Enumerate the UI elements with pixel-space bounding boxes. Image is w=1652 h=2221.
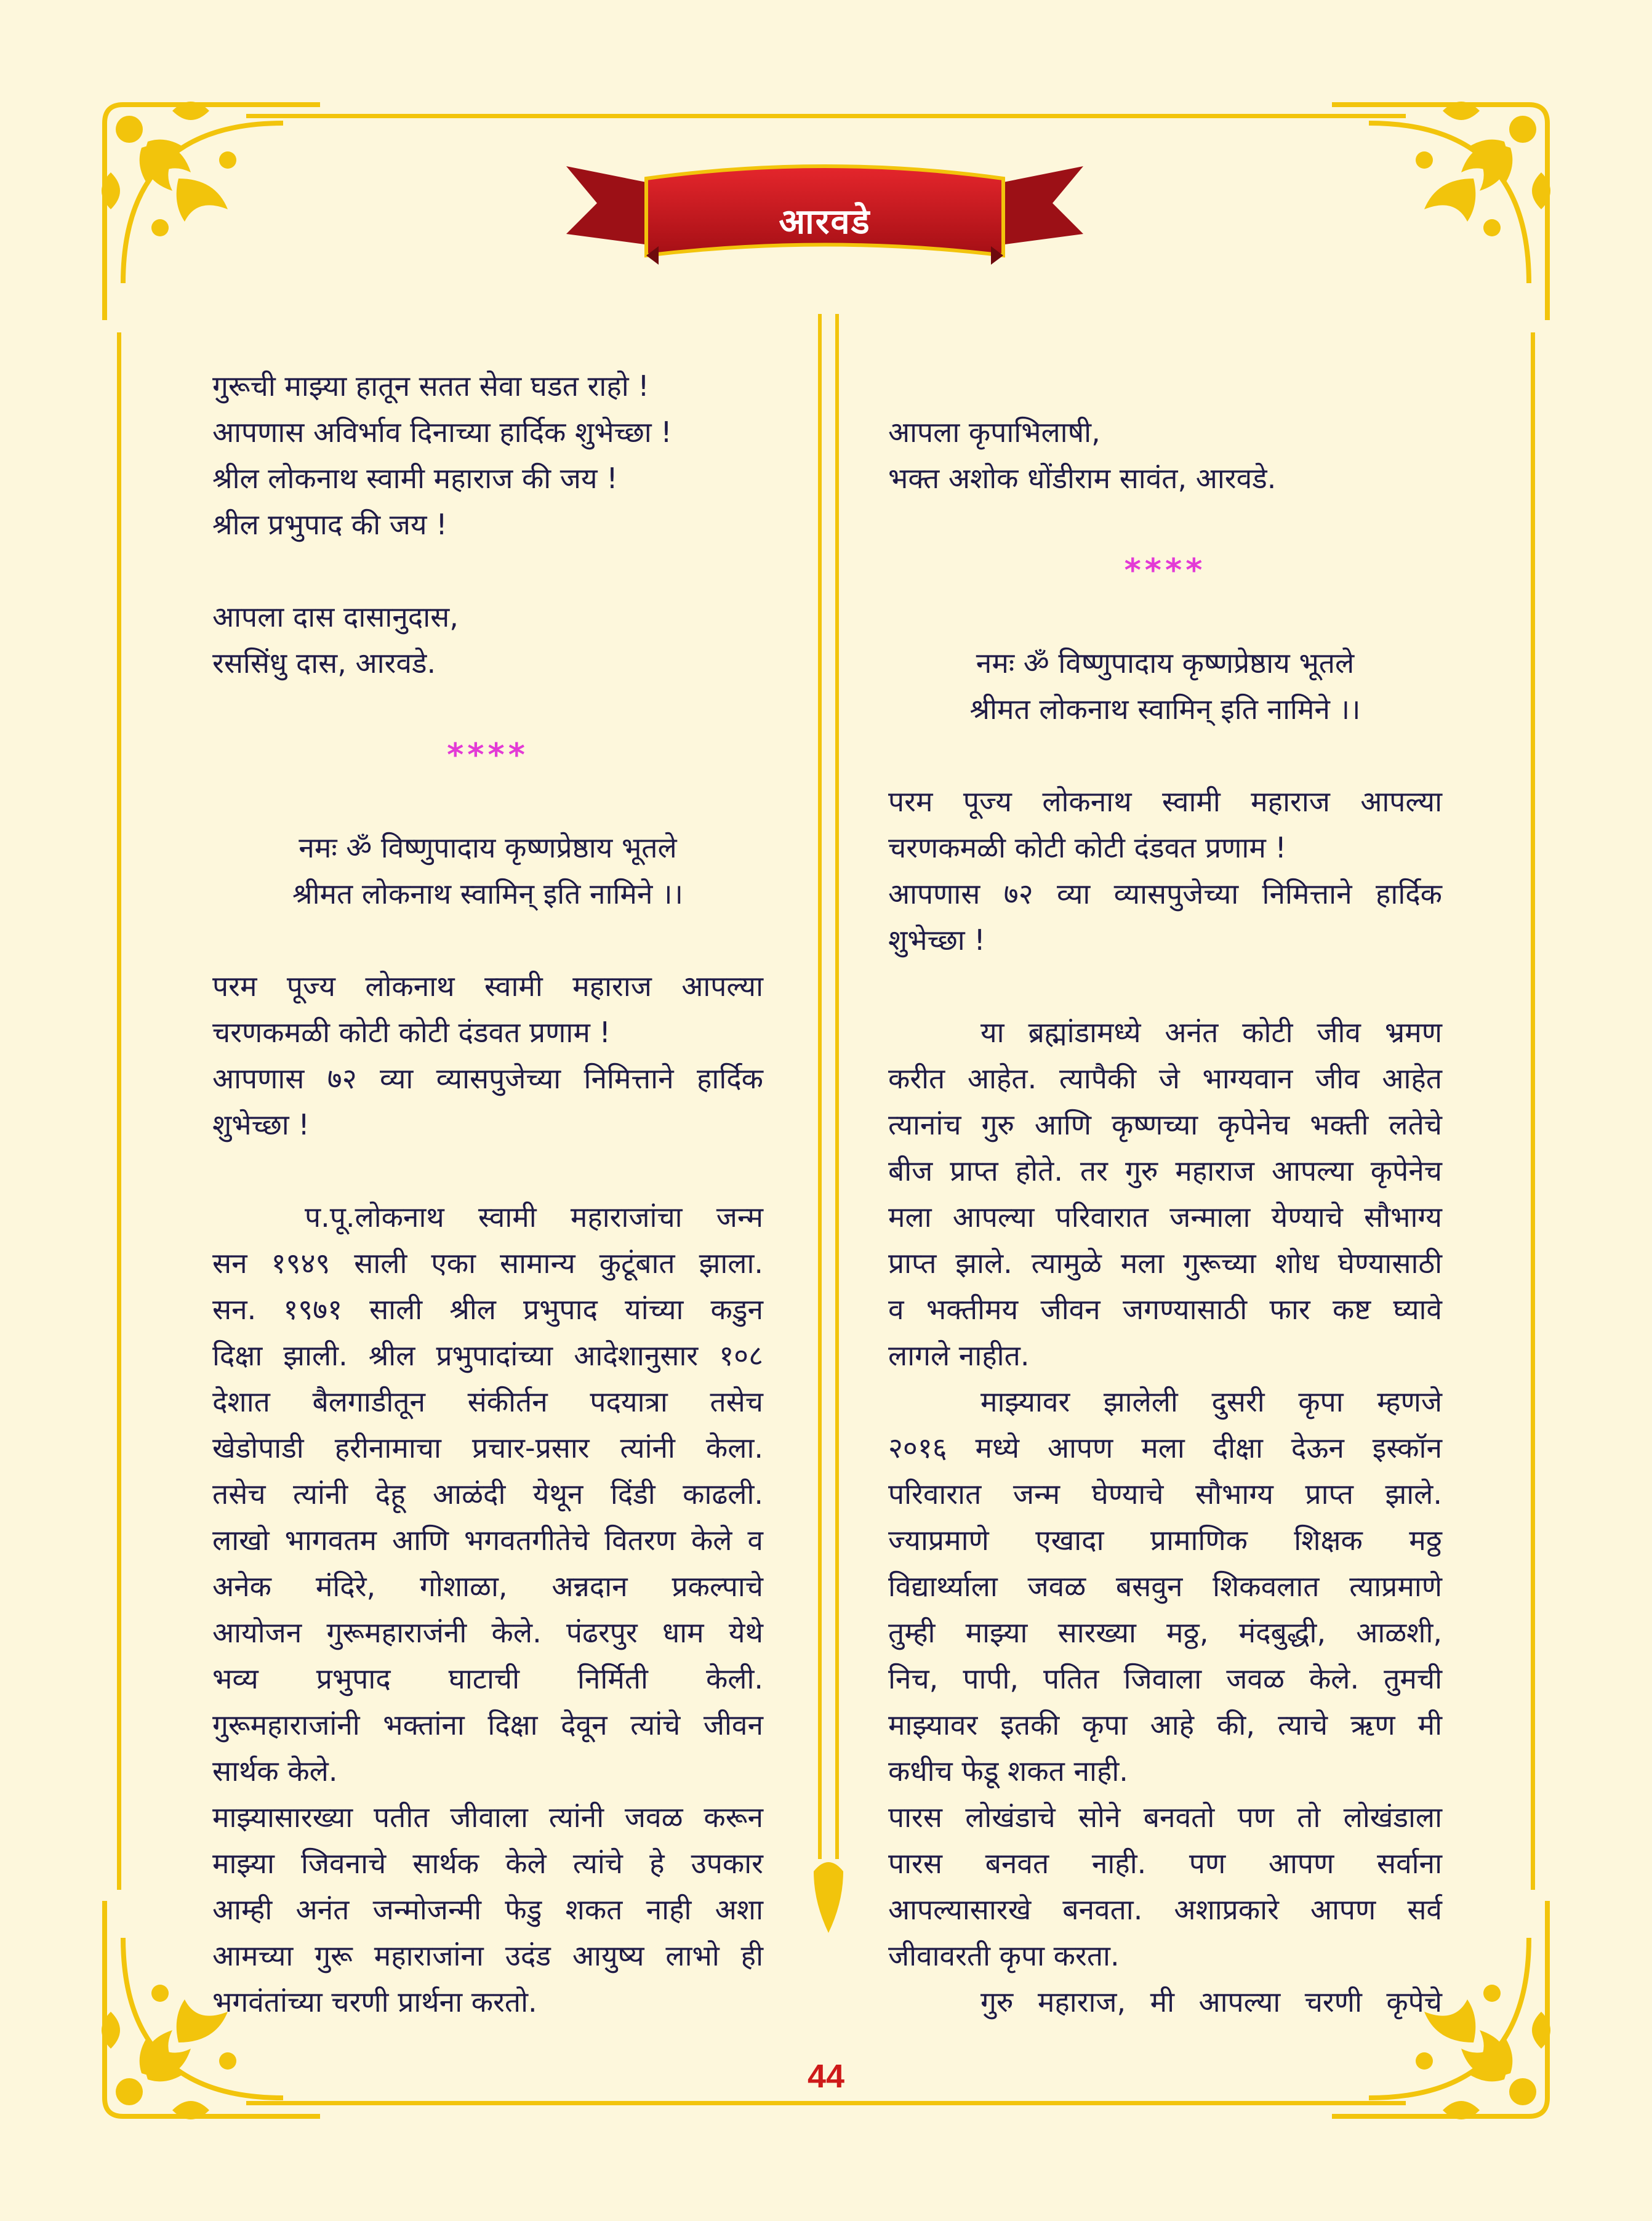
frame-right-line: [1531, 332, 1535, 1890]
paragraph-line: मला आपल्या परिवारात जन्माला येण्याचे सौभाग्य: [888, 1200, 1442, 1234]
paragraph-line: व भक्तीमय जीवन जगण्यासाठी फार कष्ट घ्यावे: [888, 1293, 1442, 1326]
paragraph-line: २०१६ मध्ये आपण मला दीक्षा देऊन इस्कॉन: [888, 1431, 1442, 1464]
paragraph-line: लागले नाहीत.: [888, 1339, 1030, 1372]
paragraph-line: तुम्ही माझ्या सारख्या मठ्ठ, मंदबुद्धी, आळशी,: [888, 1616, 1442, 1649]
paragraph: [888, 1379, 1442, 1794]
invocation-line: नमः ॐ विष्णुपादाय कृष्णप्रेष्ठाय भूतले: [976, 646, 1355, 680]
invocation-line: श्रीमत लोकनाथ स्वामिन् इति नामिने ।।: [292, 877, 683, 910]
greeting-line: गुरूची माझ्या हातून सतत सेवा घडत राहो !: [212, 369, 649, 403]
invocation-block: [212, 825, 763, 917]
paragraph-line: खेडोपाडी हरीनामाचा प्रचार-प्रसार त्यांनी केला.: [212, 1431, 763, 1464]
paragraph-line: सन. १९७१ साली श्रील प्रभुपाद यांच्या कडुन: [212, 1293, 763, 1326]
paragraph-line: गुरु महाराज, मी आपल्या चरणी कृपेचे: [980, 1985, 1442, 2018]
left-column: [212, 363, 763, 2025]
frame-bottom-line: [246, 2101, 1406, 2105]
paragraph: [212, 1194, 763, 1794]
paragraph: [888, 1010, 1442, 1379]
paragraph-line: विद्यार्थ्याला जवळ बसवुन शिकवलात त्याप्रमाणे: [888, 1570, 1442, 1603]
paragraph-line: जीवावरती कृपा करता.: [888, 1939, 1120, 1972]
right-column: [888, 409, 1442, 2025]
paragraph-line: तसेच त्यांनी देहू आळंदी येथून दिंडी काढली.: [212, 1477, 763, 1511]
paragraph-line: माझ्यावर झालेली दुसरी कृपा म्हणजे: [980, 1385, 1442, 1418]
greeting-line: आपणास अविर्भाव दिनाच्या हार्दिक शुभेच्छा !: [212, 416, 672, 449]
paragraph: [888, 1794, 1442, 1979]
salutation-block: [888, 779, 1442, 963]
paragraph-line: सार्थक केले.: [212, 1754, 338, 1788]
signature-line: आपला कृपाभिलाषी,: [888, 416, 1101, 449]
paragraph-line: आयोजन गुरूमहाराजंनी केले. पंढरपुर धाम येथे: [212, 1616, 763, 1649]
paragraph-line: अनेक मंदिरे, गोशाळा, अन्नदान प्रकल्पाचे: [212, 1570, 763, 1603]
paragraph-line: कधीच फेडू शकत नाही.: [888, 1754, 1128, 1788]
paragraph-line: सन १९४९ साली एका सामान्य कुटूंबात झाला.: [212, 1247, 763, 1280]
invocation-block: [888, 640, 1442, 733]
signature-line: भक्त अशोक धोंडीराम सावंत, आरवडे.: [888, 462, 1277, 495]
paragraph-line: परिवारात जन्म घेण्याचे सौभाग्य प्राप्त झाले.: [888, 1477, 1442, 1511]
paragraph-line: माझ्यासारख्या पतीत जीवाला त्यांनी जवळ करून: [212, 1801, 763, 1834]
paragraph-line: भव्य प्रभुपाद घाटाची निर्मिती केली.: [212, 1662, 763, 1695]
frame-top-line: [246, 114, 1406, 118]
floral-corner-ornament-icon: [1307, 86, 1566, 345]
signature-line: आपला दास दासानुदास,: [212, 600, 459, 633]
paragraph: [888, 1979, 1442, 2025]
paragraph-line: पारस बनवत नाही. पण आपण सर्वाना: [888, 1847, 1442, 1880]
salutation-line: चरणकमळी कोटी कोटी दंडवत प्रणाम !: [212, 1016, 611, 1049]
signature-line: रससिंधु दास, आरवडे.: [212, 646, 436, 680]
page-number: 44: [807, 2058, 845, 2095]
paragraph-line: आम्ही अनंत जन्मोजन्मी फेडु शकत नाही अशा: [212, 1893, 763, 1926]
salutation-line: चरणकमळी कोटी कोटी दंडवत प्रणाम !: [888, 831, 1286, 864]
floral-corner-ornament-icon: [86, 86, 345, 345]
greeting-block: [212, 363, 763, 548]
paragraph-line: बीज प्राप्त होते. तर गुरु महाराज आपल्या कृपेनेच: [888, 1154, 1442, 1187]
paragraph-line: आमच्या गुरू महाराजांना उदंड आयुष्य लाभो ही: [212, 1939, 763, 1972]
paragraph-line: या ब्रह्मांडामध्ये अनंत कोटी जीव भ्रमण: [980, 1016, 1442, 1049]
salutation-line: परम पूज्य लोकनाथ स्वामी महाराज आपल्या: [888, 785, 1442, 818]
paragraph-line: त्यानांच गुरु आणि कृष्णच्या कृपेनेच भक्ती लतेचे: [888, 1108, 1442, 1141]
section-separator: ****: [447, 737, 529, 774]
greeting-line: श्रील लोकनाथ स्वामी महाराज की जय !: [212, 462, 618, 495]
paragraph: [212, 1794, 763, 2025]
salutation-line: शुभेच्छा !: [888, 923, 985, 957]
salutation-block: [212, 963, 763, 1148]
paragraph-line: देशात बैलगाडीतून संकीर्तन पदयात्रा तसेच: [212, 1385, 763, 1418]
signature-block: [888, 409, 1442, 502]
frame-left-line: [117, 332, 121, 1890]
invocation-line: श्रीमत लोकनाथ स्वामिन् इति नामिने ।।: [969, 693, 1361, 726]
invocation-line: नमः ॐ विष्णुपादाय कृष्णप्रेष्ठाय भूतले: [299, 831, 677, 864]
paragraph-line: प.पू.लोकनाथ स्वामी महाराजांचा जन्म: [305, 1200, 763, 1234]
salutation-line: आपणास ७२ व्या व्यासपुजेच्या निमित्ताने हार्दिक: [212, 1062, 763, 1095]
paragraph-line: आपल्यासारखे बनवता. अशाप्रकारे आपण सर्व: [888, 1893, 1442, 1926]
paragraph-line: लाखो भागवतम आणि भगवतगीतेचे वितरण केले व: [212, 1524, 763, 1557]
paragraph-line: गुरूमहाराजांनी भक्तांना दिक्षा देवून त्यांचे जीवन: [212, 1708, 763, 1741]
page-title: आरवडे: [779, 202, 871, 242]
paragraph-line: पारस लोखंडाचे सोने बनवतो पण तो लोखंडाला: [888, 1801, 1442, 1834]
salutation-line: आपणास ७२ व्या व्यासपुजेच्या निमित्ताने हार्दिक: [888, 877, 1442, 910]
signature-block: [212, 594, 763, 686]
paragraph-line: निच, पापी, पतित जिवाला जवळ केले. तुमची: [888, 1662, 1442, 1695]
paragraph-line: ज्याप्रमाणे एखादा प्रामाणिक शिक्षक मठ्ठ: [888, 1524, 1442, 1557]
paragraph-line: दिक्षा झाली. श्रील प्रभुपादांच्या आदेशानुसार १०८: [212, 1339, 763, 1372]
paragraph-line: प्राप्त झाले. त्यामुळे मला गुरूच्या शोध घेण्यासाठी: [888, 1247, 1442, 1280]
ornamental-column-divider-icon: [811, 314, 846, 1939]
salutation-line: शुभेच्छा !: [212, 1108, 310, 1141]
salutation-line: परम पूज्य लोकनाथ स्वामी महाराज आपल्या: [212, 970, 763, 1003]
paragraph-line: माझ्या जिवनाचे सार्थक केले त्यांचे हे उपकार: [212, 1847, 763, 1880]
greeting-line: श्रील प्रभुपाद की जय !: [212, 508, 447, 541]
section-separator: ****: [1124, 552, 1206, 589]
paragraph-line: माझ्यावर इतकी कृपा आहे की, त्याचे ऋण मी: [888, 1708, 1442, 1741]
paragraph-line: भगवंतांच्या चरणी प्रार्थना करतो.: [212, 1985, 537, 2018]
paragraph-line: करीत आहेत. त्यापैकी जे भाग्यवान जीव आहेत: [888, 1062, 1442, 1095]
